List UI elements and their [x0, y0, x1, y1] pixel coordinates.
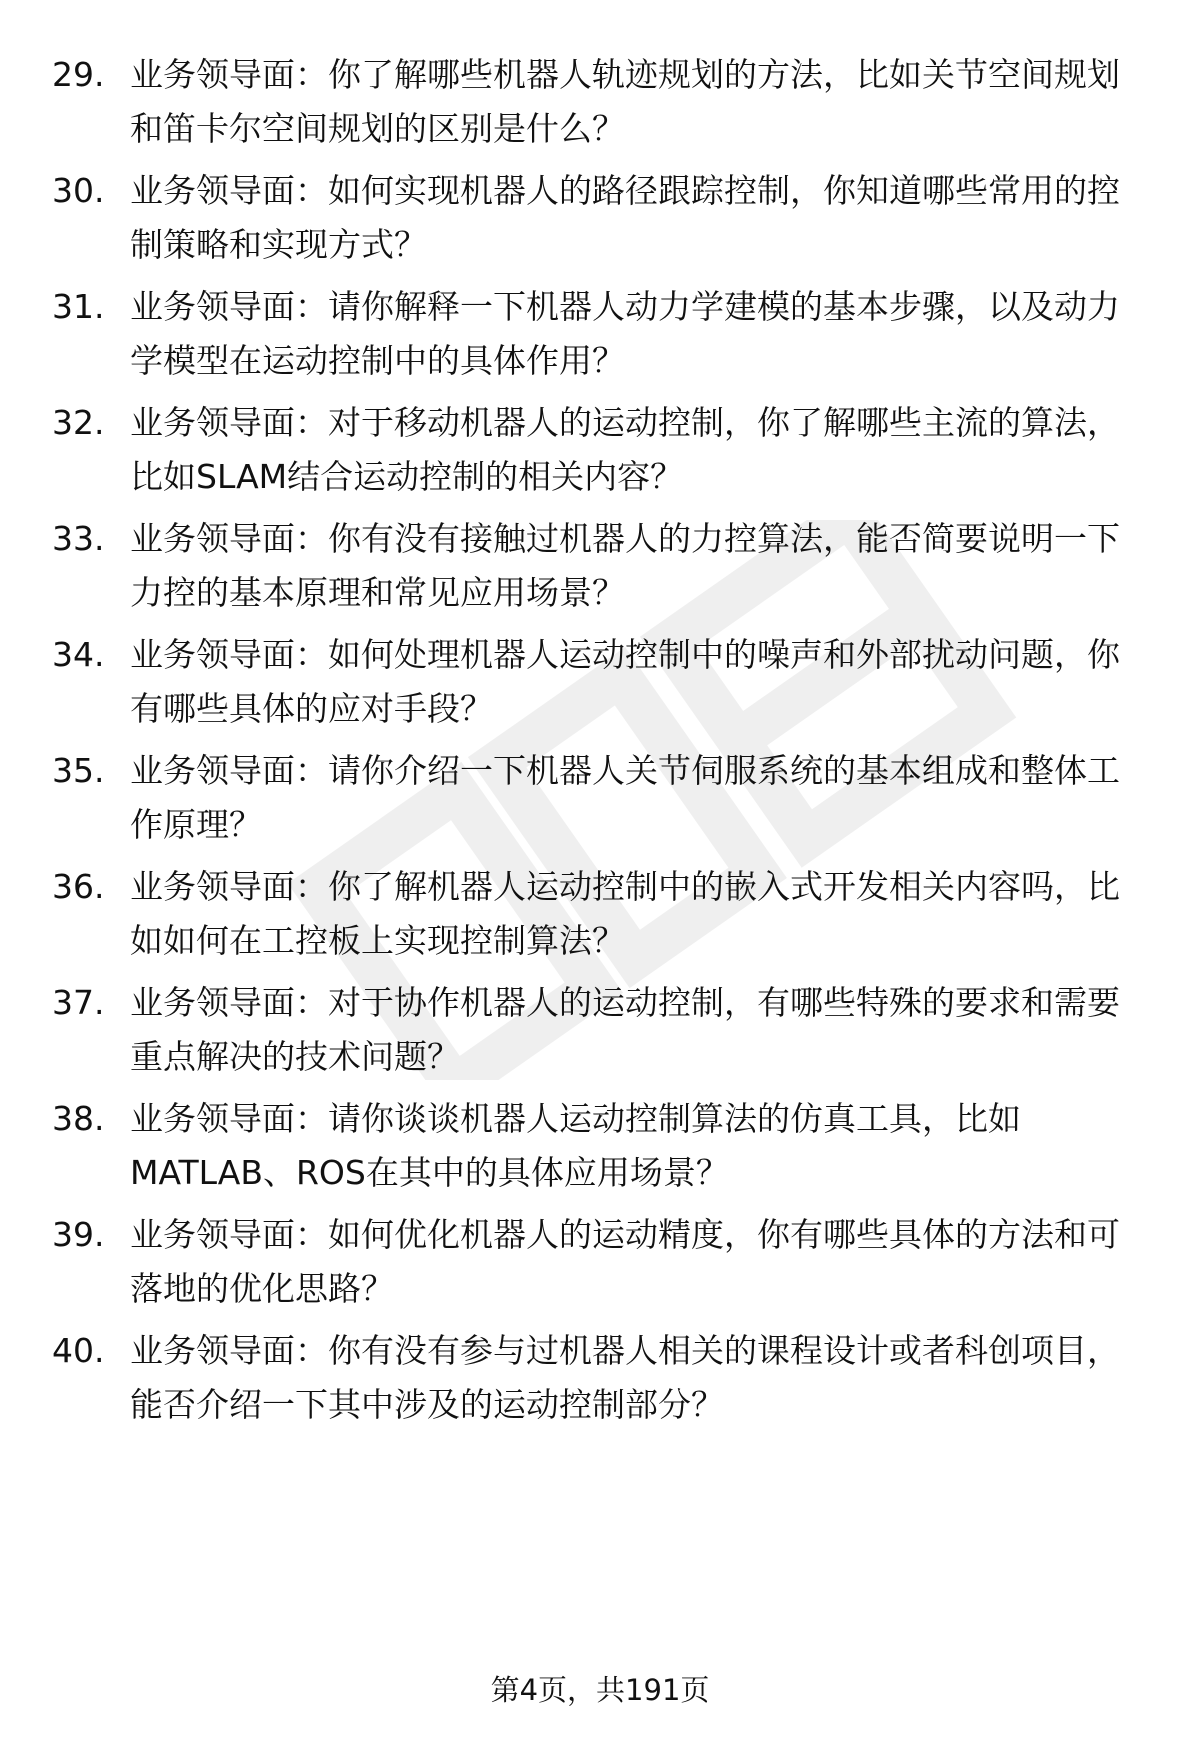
item-text: 业务领导面：对于移动机器人的运动控制，你了解哪些主流的算法，比如SLAM结合运动控制的相关内容？ [130, 403, 1120, 496]
list-item [52, 628, 1152, 736]
item-text: 业务领导面：如何实现机器人的路径跟踪控制，你知道哪些常用的控制策略和实现方式？ [130, 171, 1120, 264]
list-item [52, 48, 1152, 156]
item-text: 业务领导面：你了解哪些机器人轨迹规划的方法，比如关节空间规划和笛卡尔空间规划的区别是什么？ [130, 55, 1120, 148]
item-text: 业务领导面：请你解释一下机器人动力学建模的基本步骤，以及动力学模型在运动控制中的具体作用？ [130, 287, 1120, 380]
item-number: 39. [52, 1215, 105, 1254]
list-item [52, 744, 1152, 852]
list-item [52, 1092, 1152, 1200]
item-number: 35. [52, 751, 105, 790]
item-number: 36. [52, 867, 105, 906]
item-number: 29. [52, 55, 105, 94]
page-number: 第4页，共191页 [490, 1673, 710, 1707]
item-text: 业务领导面：请你介绍一下机器人关节伺服系统的基本组成和整体工作原理？ [130, 751, 1120, 844]
item-text: 业务领导面：你有没有接触过机器人的力控算法，能否简要说明一下力控的基本原理和常见应用场景？ [130, 519, 1120, 612]
item-text: 业务领导面：请你谈谈机器人运动控制算法的仿真工具，比如MATLAB、ROS在其中的具体应用场景？ [130, 1099, 1021, 1192]
item-text: 业务领导面：你有没有参与过机器人相关的课程设计或者科创项目，能否介绍一下其中涉及的运动控制部分？ [130, 1331, 1120, 1424]
item-number: 32. [52, 403, 105, 442]
item-number: 33. [52, 519, 105, 558]
item-number: 38. [52, 1099, 105, 1138]
item-text: 业务领导面：如何处理机器人运动控制中的噪声和外部扰动问题，你有哪些具体的应对手段？ [130, 635, 1120, 728]
item-text: 业务领导面：对于协作机器人的运动控制，有哪些特殊的要求和需要重点解决的技术问题？ [130, 983, 1120, 1076]
list-item [52, 280, 1152, 388]
item-number: 40. [52, 1331, 105, 1370]
list-item [52, 976, 1152, 1084]
item-number: 30. [52, 171, 105, 210]
item-text: 业务领导面：如何优化机器人的运动精度，你有哪些具体的方法和可落地的优化思路？ [130, 1215, 1120, 1308]
list-item [52, 164, 1152, 272]
item-number: 31. [52, 287, 105, 326]
item-text: 业务领导面：你了解机器人运动控制中的嵌入式开发相关内容吗，比如如何在工控板上实现控制算法？ [130, 867, 1120, 960]
item-number: 34. [52, 635, 105, 674]
list-item [52, 1208, 1152, 1316]
list-item [52, 396, 1152, 504]
list-item [52, 512, 1152, 620]
item-number: 37. [52, 983, 105, 1022]
list-item [52, 860, 1152, 968]
list-item [52, 1324, 1152, 1432]
